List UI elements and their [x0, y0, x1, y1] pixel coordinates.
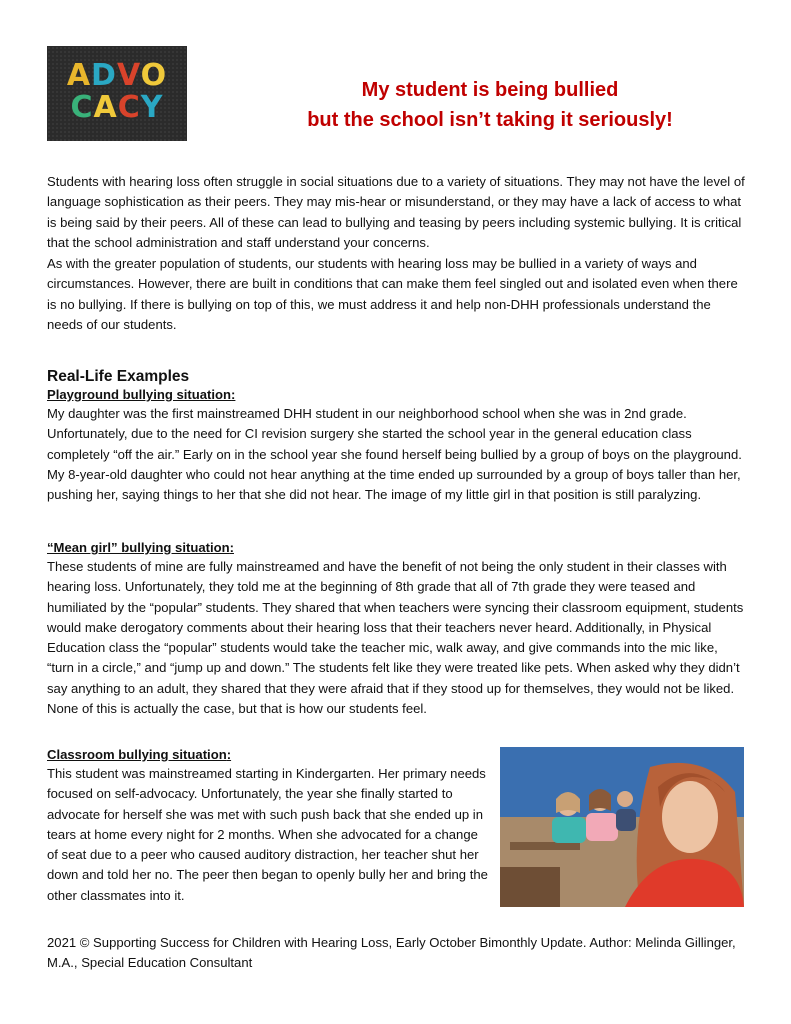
title-line-2: but the school isn’t taking it seriously!: [307, 109, 673, 131]
colon: :: [226, 747, 232, 762]
page-title: [220, 75, 760, 135]
title-line-1: My student is being bullied: [361, 79, 619, 101]
logo-letter: C: [117, 90, 141, 125]
playground-title: Playground bullying situation: [47, 387, 232, 402]
playground-paragraph: My daughter was the first mainstreamed DHH student in our neighborhood school when she was in 2nd grade. Unfortunately, due to the need for CI revision surgery she started the school year in the general education class completely “off the air.” Early on in the school year she found herself being bullied by a group of boys on the playground. My 8-year-old daughter who could not hear anything at the time ended up surrounded by a group of boys taller than her, pushing her, saying things to her that she did not hear. The image of my little girl in that position is still paralyzing.: [47, 406, 742, 503]
mean-girl-subheading: [47, 540, 234, 555]
classroom-paragraph: This student was mainstreamed starting in Kindergarten. Her primary needs focused on self-advocacy. Unfortunately, the year she finally started to advocate for herself she was met with such push back that she ended up in tears at home every night for 2 months. When she advocated for a change of seat due to a peer who caused auditory distraction, her teacher shut her down and told her no. The peer then began to openly bully her and bring the other classmates into it.: [47, 766, 488, 903]
logo-letter: O: [140, 58, 168, 93]
classroom-photo: [500, 747, 744, 907]
logo-row-2: [47, 90, 187, 125]
classroom-photo-illustration: [500, 747, 744, 907]
classroom-title: Classroom bullying situation: [47, 747, 227, 762]
section-heading: Real-Life Examples: [47, 368, 190, 385]
mean-girl-paragraph: These students of mine are fully mainstreamed and have the benefit of not being the only student in their classes with hearing loss. Unfortunately, they told me at the beginning of 8th grade that all of 7th grade they were teased and humiliated by the “popular” students. They shared that when teachers were syncing their classroom equipment, students would make derogatory comments about their hearing loss that their teachers never heard. Additionally, in Physical Education class the “popular” students would take the teacher mic, walk away, and give commands into the mic like, “turn in a circle,” and “jump up and down.” The students felt like they were treated like pets. When asked why they didn’t say anything to an adult, they shared that they were afraid that if they stood up for themselves, they would not be liked. None of this is actually the case, but that is how our students feel.: [47, 559, 744, 717]
logo-letter: A: [66, 58, 92, 93]
logo-letter: Y: [140, 90, 164, 125]
logo-letter: D: [91, 58, 117, 93]
intro-paragraph-2: As with the greater population of students, our students with hearing loss may be bullied in a variety of ways and circumstances. However, there are built in conditions that can make them feel singled out and isolated even when there is no bullying. If there is bullying on top of this, we must address it and help non-DHH professionals understand the needs of our students.: [47, 256, 738, 332]
footer-credit: 2021 © Supporting Success for Children with Hearing Loss, Early October Bimonthly Update. Author: Melinda Gillinger, M.A., Special Education Consultant: [47, 935, 736, 971]
logo-letter: C: [70, 90, 94, 125]
logo-row-1: [47, 58, 187, 93]
logo-letter: A: [93, 90, 118, 125]
logo-letter: V: [116, 58, 141, 93]
classroom-subheading: [47, 747, 231, 762]
colon: :: [229, 540, 234, 555]
intro-paragraph-1: Students with hearing loss often struggle in social situations due to a variety of situations. They may not have the level of language sophistication as their peers. They may mis-hear or misunderstand, or they may have a lack of access to what is being said by their peers. All of these can lead to bullying and teasing by peers including systemic bullying. It is critical that the school administration and staff understand your concerns.: [47, 174, 745, 250]
colon: :: [231, 387, 236, 402]
mean-girl-title: “Mean girl” bullying situation: [47, 540, 230, 555]
advocacy-logo: [47, 46, 187, 141]
playground-subheading: [47, 387, 235, 402]
